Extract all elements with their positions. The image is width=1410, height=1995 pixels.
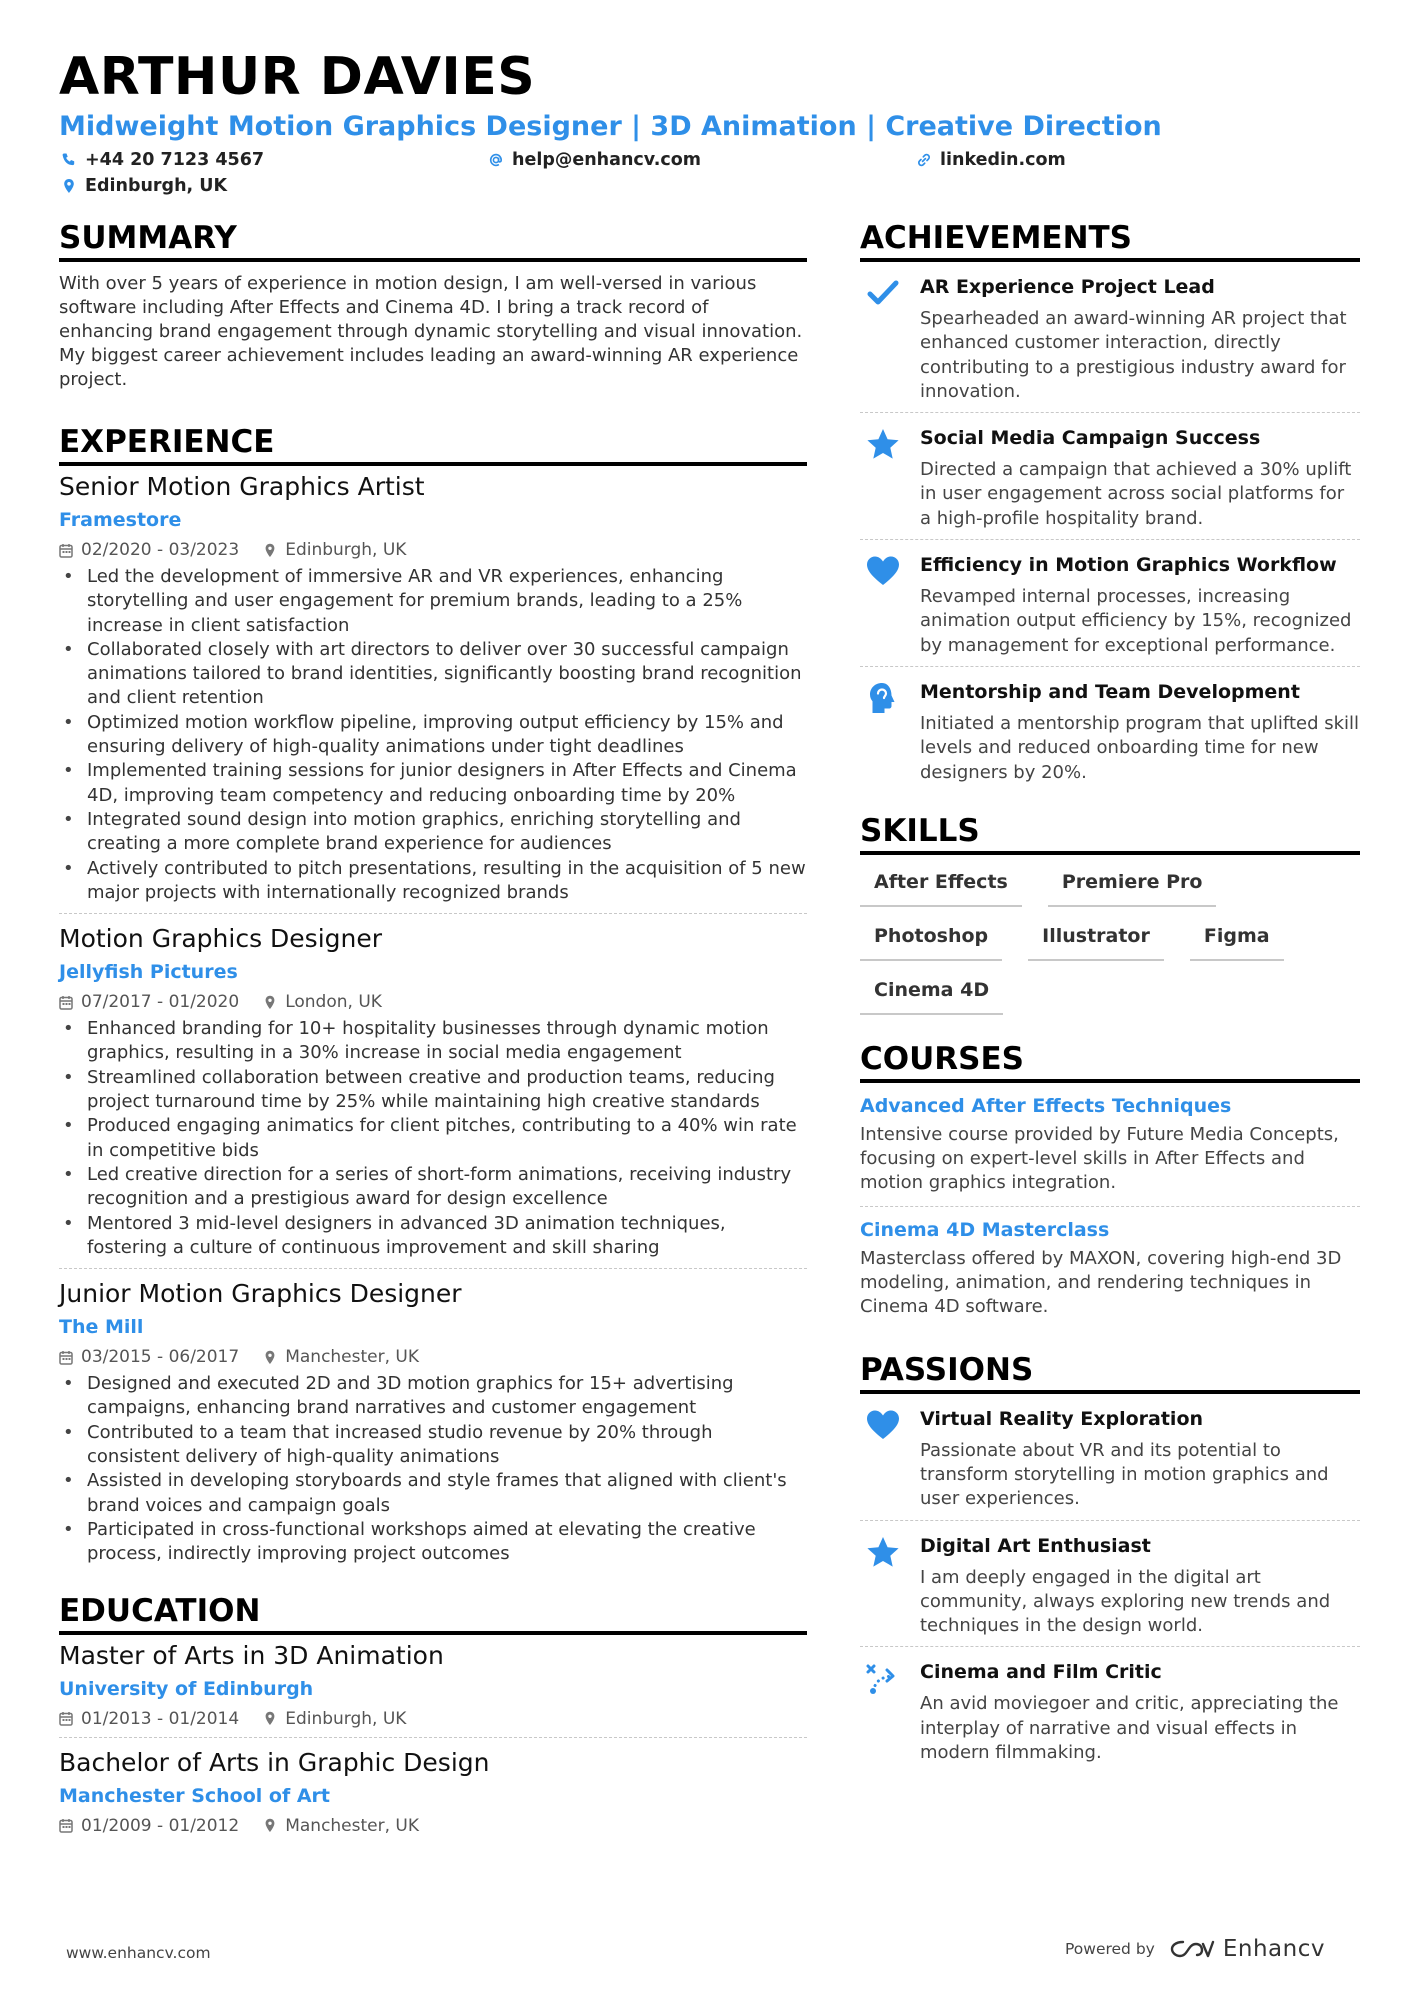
job-bullets — [59, 1017, 807, 1260]
education-list — [59, 1639, 807, 1844]
job-bullet: • Collaborated closely with art directors to deliver over 30 successful campaign animations tailored to brand identities, significantly boosting brand recognition and client retention — [59, 638, 807, 711]
course-description: Masterclass offered by MAXON, covering high-end 3D modeling, animation, and rendering techniques in Cinema 4D software. — [860, 1247, 1342, 1318]
job-bullet: • Actively contributed to pitch presentations, resulting in the acquisition of 5 new major projects with internationally recognized brands — [59, 857, 807, 906]
job-location-text: Edinburgh, UK — [285, 540, 407, 560]
job-bullet: • Participated in cross-functional workshops aimed at elevating the creative process, indirectly improving project outcomes — [59, 1518, 807, 1567]
contact-email[interactable] — [488, 150, 701, 170]
contact-location — [61, 176, 227, 196]
achievements-item-title: Social Media Campaign Success — [920, 427, 1261, 450]
powered-by-label: Powered by — [1065, 1940, 1155, 1958]
job-list — [59, 470, 807, 1575]
achievements-item-title: Efficiency in Motion Graphics Workflow — [920, 554, 1337, 577]
location-pin-icon — [263, 543, 277, 558]
location-text: Edinburgh, UK — [85, 176, 228, 196]
calendar-icon — [59, 1350, 73, 1365]
job-bullet: • Mentored 3 mid-level designers in advanced 3D animation techniques, fostering a culture of continuous improvement and skill sharing — [59, 1212, 807, 1261]
achievements-item — [860, 262, 1360, 412]
company-name[interactable]: Framestore — [59, 509, 182, 531]
calendar-icon — [59, 995, 73, 1010]
courses-heading: COURSES — [860, 1039, 1360, 1083]
passions-item-description: I am deeply engaged in the digital art community, always exploring new trends and techniques in the design world. — [920, 1566, 1331, 1637]
education-location-text: Edinburgh, UK — [285, 1708, 407, 1729]
location-pin-icon — [263, 1711, 277, 1726]
job-bullet: • Optimized motion workflow pipeline, improving output efficiency by 15% and ensuring delivery of high-quality animations under tight deadlines — [59, 711, 807, 760]
passions-item-body — [920, 1406, 1360, 1512]
achievements-section — [860, 218, 1360, 793]
job-bullets — [59, 1372, 807, 1566]
skill-tag: Cinema 4D — [860, 975, 1003, 1015]
job-bullet: • Led the development of immersive AR and VR experiences, enhancing storytelling and user engagement for premium brands, leading to a 25% increase in client satisfaction — [59, 565, 807, 638]
calendar-icon — [59, 1818, 73, 1833]
achievements-item — [860, 666, 1360, 793]
link-icon — [916, 152, 932, 168]
company-name[interactable]: Jellyfish Pictures — [59, 961, 238, 984]
candidate-title: Midweight Motion Graphics Designer | 3D Animation | Creative Direction — [59, 111, 1162, 142]
contact-phone[interactable] — [61, 150, 264, 170]
education-dates-text: 01/2013 - 01/2014 — [81, 1708, 240, 1729]
school-name[interactable]: Manchester School of Art — [59, 1784, 330, 1807]
passions-item — [860, 1394, 1360, 1520]
job-bullets — [59, 565, 807, 905]
skills-section — [860, 811, 1360, 1015]
job-entry — [59, 1268, 807, 1574]
contact-info — [59, 150, 1359, 202]
job-location — [263, 990, 382, 1014]
at-icon — [488, 152, 504, 168]
job-entry — [59, 470, 807, 913]
education-location — [263, 1814, 419, 1838]
skills-heading: SKILLS — [860, 811, 1360, 855]
achievements-list — [860, 262, 1360, 793]
footer-url[interactable]: www.enhancv.com — [66, 1944, 211, 1962]
passions-item-body — [920, 1533, 1360, 1639]
experience-heading: EXPERIENCE — [59, 422, 807, 466]
achievements-item-body — [920, 679, 1360, 785]
job-bullet: • Contributed to a team that increased studio revenue by 20% through consistent delivery of high-quality animations — [59, 1421, 807, 1470]
achievements-item — [860, 412, 1360, 539]
star-icon — [860, 1533, 906, 1639]
resume-header — [59, 42, 1359, 202]
achievements-item-description: Spearheaded an award-winning AR project that enhanced customer interaction, directly contributing to a prestigious industry award for innovation. — [920, 308, 1347, 402]
job-bullet: • Integrated sound design into motion graphics, enriching storytelling and creating a more complete brand experience for audiences — [59, 808, 807, 857]
skill-tag: Photoshop — [860, 921, 1002, 961]
job-bullet: • Streamlined collaboration between creative and production teams, reducing project turnaround time by 25% while maintaining high creative standards — [59, 1066, 807, 1115]
job-meta — [59, 538, 807, 562]
right-column — [860, 218, 1360, 1773]
company-name[interactable]: The Mill — [59, 1316, 144, 1339]
job-title: Senior Motion Graphics Artist — [59, 472, 425, 501]
passions-heading: PASSIONS — [860, 1350, 1360, 1394]
job-location — [263, 1345, 419, 1369]
summary-text: With over 5 years of experience in motion design, I am well-versed in various software including After Effects and Cinema 4D. I bring a track record of enhancing brand engagement through dynamic storytelling and visual innovation. My biggest career achievement includes leading an award-winning AR experience project. — [59, 273, 803, 390]
heart-icon — [860, 1406, 906, 1512]
job-entry — [59, 913, 807, 1268]
passions-item — [860, 1646, 1360, 1773]
heart-icon — [860, 552, 906, 658]
passions-item-title: Cinema and Film Critic — [920, 1661, 1162, 1684]
contact-linkedin[interactable] — [916, 150, 1066, 170]
course-entry — [860, 1083, 1360, 1206]
school-name[interactable]: University of Edinburgh — [59, 1677, 314, 1700]
degree-title: Bachelor of Arts in Graphic Design — [59, 1747, 490, 1777]
degree-title: Master of Arts in 3D Animation — [59, 1640, 444, 1670]
email-text: help@enhancv.com — [512, 150, 702, 170]
job-bullet: • Produced engaging animatics for client pitches, contributing to a 40% win rate in competitive bids — [59, 1114, 807, 1163]
achievements-item — [860, 539, 1360, 666]
job-location-text: Manchester, UK — [285, 1347, 420, 1368]
education-entry — [59, 1639, 807, 1737]
education-meta — [59, 1814, 807, 1838]
skills-list — [860, 867, 1360, 1015]
passions-item-body — [920, 1659, 1360, 1765]
course-entry — [860, 1206, 1360, 1330]
enhancv-brand-text: Enhancv — [1222, 1936, 1325, 1962]
achievements-heading: ACHIEVEMENTS — [860, 218, 1360, 262]
job-bullet: • Enhanced branding for 10+ hospitality businesses through dynamic motion graphics, resulting in a 30% increase in social media engagement — [59, 1017, 807, 1066]
job-title: Motion Graphics Designer — [59, 924, 383, 954]
skill-tag: Illustrator — [1028, 921, 1164, 961]
passions-item-title: Digital Art Enthusiast — [920, 1534, 1151, 1557]
job-title: Junior Motion Graphics Designer — [59, 1279, 462, 1309]
left-column — [59, 218, 807, 1844]
job-meta — [59, 1345, 807, 1369]
achievements-item-title: Mentorship and Team Development — [920, 680, 1300, 703]
location-pin-icon — [263, 1350, 277, 1365]
passions-item-description: Passionate about VR and its potential to transform storytelling in motion graphics and user experiences. — [920, 1439, 1329, 1510]
job-bullet: • Led creative direction for a series of short-form animations, receiving industry recognition and a prestigious award for design excellence — [59, 1163, 807, 1212]
course-title[interactable]: Cinema 4D Masterclass — [860, 1218, 1110, 1241]
education-dates — [59, 1814, 239, 1838]
job-dates-text: 02/2020 - 03/2023 — [81, 540, 240, 560]
job-dates — [59, 538, 239, 562]
passions-list — [860, 1394, 1360, 1774]
education-location — [263, 1707, 406, 1731]
course-title[interactable]: Advanced After Effects Techniques — [860, 1094, 1232, 1117]
skill-tag: Figma — [1190, 921, 1284, 961]
education-entry — [59, 1737, 807, 1844]
summary-section — [59, 218, 807, 392]
location-pin-icon — [61, 178, 77, 194]
education-meta — [59, 1707, 807, 1731]
experience-section — [59, 422, 807, 1575]
achievements-item-body — [920, 425, 1360, 531]
calendar-icon — [59, 1711, 73, 1726]
phone-icon — [61, 152, 77, 168]
skill-tag: Premiere Pro — [1048, 867, 1217, 907]
achievements-item-description: Initiated a mentorship program that uplifted skill levels and reduced onboarding time for new designers by 20%. — [920, 712, 1360, 783]
job-bullet: • Implemented training sessions for junior designers in After Effects and Cinema 4D, improving team competency and reducing onboarding time by 20% — [59, 759, 807, 808]
check-icon — [860, 274, 906, 404]
education-section — [59, 1591, 807, 1844]
job-bullet: • Assisted in developing storyboards and style frames that aligned with client's brand voices and campaign goals — [59, 1469, 807, 1518]
candidate-name: ARTHUR DAVIES — [59, 47, 536, 107]
skill-tag: After Effects — [860, 867, 1022, 907]
education-dates-text: 01/2009 - 01/2012 — [81, 1815, 240, 1836]
passions-item-title: Virtual Reality Exploration — [920, 1407, 1204, 1430]
passions-section — [860, 1350, 1360, 1774]
location-pin-icon — [263, 1818, 277, 1833]
achievements-item-description: Revamped internal processes, increasing animation output efficiency by 15%, recognized by management for exceptional performance. — [920, 586, 1352, 656]
job-location-text: London, UK — [285, 992, 382, 1013]
job-location — [263, 538, 406, 562]
achievements-item-body — [920, 552, 1360, 658]
courses-list — [860, 1083, 1360, 1330]
job-meta — [59, 990, 807, 1014]
passions-item — [860, 1520, 1360, 1647]
enhancv-logo — [1169, 1936, 1325, 1962]
calendar-icon — [59, 543, 73, 558]
education-location-text: Manchester, UK — [285, 1815, 420, 1836]
footer-brand[interactable] — [1065, 1936, 1325, 1962]
summary-heading: SUMMARY — [59, 218, 807, 262]
location-pin-icon — [263, 995, 277, 1010]
job-dates-text: 03/2015 - 06/2017 — [81, 1347, 240, 1368]
achievements-item-body — [920, 274, 1360, 404]
star-icon — [860, 425, 906, 531]
strategy-icon — [860, 1659, 906, 1765]
enhancv-logo-icon — [1169, 1938, 1215, 1960]
education-heading: EDUCATION — [59, 1591, 807, 1635]
course-description: Intensive course provided by Future Media Concepts, focusing on expert-level skills in After Effects and motion graphics integration. — [860, 1123, 1339, 1194]
job-dates — [59, 1345, 239, 1369]
achievements-item-description: Directed a campaign that achieved a 30% uplift in user engagement across social platforms for a high-profile hospitality brand. — [920, 459, 1352, 529]
education-dates — [59, 1707, 239, 1731]
linkedin-text: linkedin.com — [940, 150, 1066, 170]
courses-section — [860, 1039, 1360, 1330]
job-dates — [59, 990, 239, 1014]
achievements-item-title: AR Experience Project Lead — [920, 276, 1215, 298]
head-icon — [860, 679, 906, 785]
passions-item-description: An avid moviegoer and critic, appreciating the interplay of narrative and visual effects in modern filmmaking. — [920, 1693, 1339, 1764]
job-dates-text: 07/2017 - 01/2020 — [81, 992, 240, 1013]
phone-text: +44 20 7123 4567 — [85, 150, 265, 170]
job-bullet: • Designed and executed 2D and 3D motion graphics for 15+ advertising campaigns, enhancing brand narratives and customer engagement — [59, 1372, 807, 1421]
